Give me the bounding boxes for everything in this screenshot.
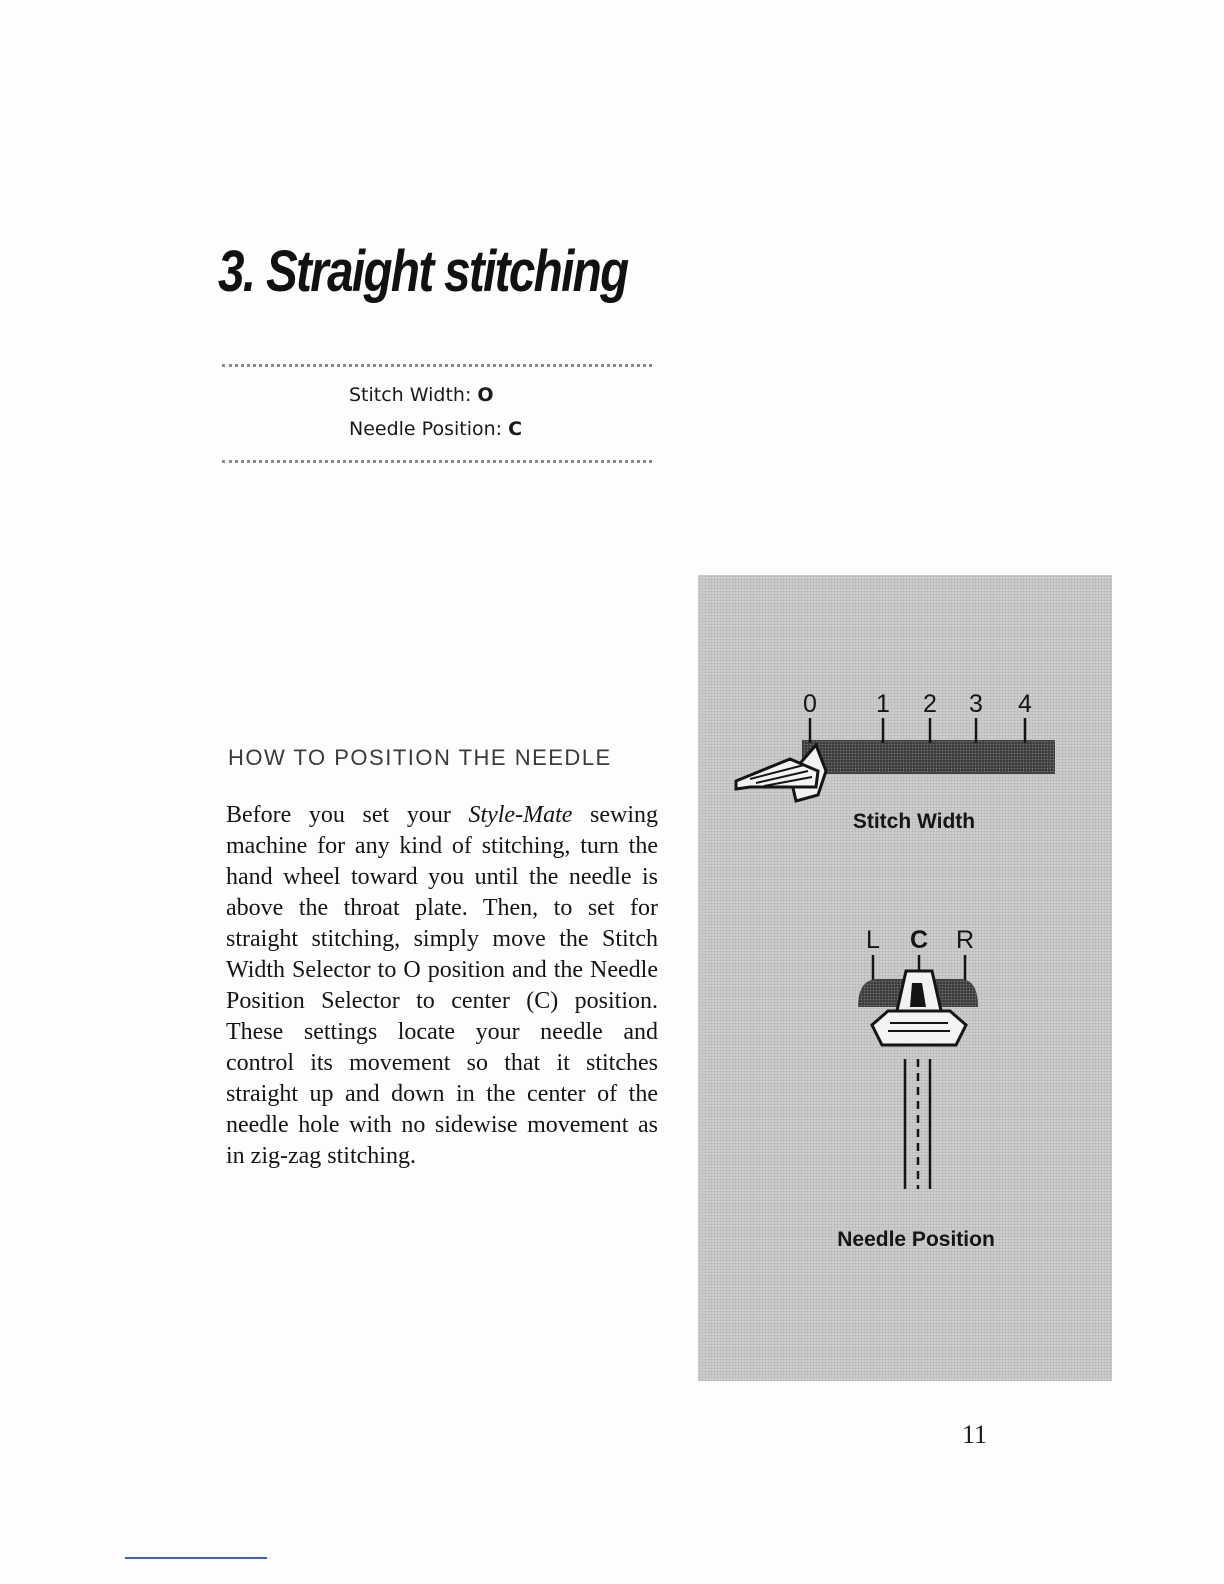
stitch-width-label: Stitch Width: — [349, 384, 472, 406]
stitch-width-lever-icon — [736, 745, 826, 801]
position-label-c: C — [909, 926, 929, 954]
width-label-1: 1 — [876, 690, 890, 718]
bottom-divider — [222, 460, 652, 463]
page-number: 11 — [962, 1420, 988, 1449]
position-label-r: R — [955, 926, 975, 954]
stitch-width-value: O — [477, 384, 494, 406]
width-label-3: 3 — [969, 690, 983, 718]
selector-illustration — [698, 575, 1112, 1381]
straight-stitch-line — [905, 1059, 930, 1189]
selector-diagram — [698, 575, 1112, 1381]
body-text-before: Before you set your — [226, 802, 469, 828]
position-label-l: L — [866, 926, 880, 954]
body-text-after: sewing machine for any kind of stitching, turn the hand wheel toward you until the needle is above the throat plate. Then, to set for straight stitching, simply move the Stitch Width Selector to O position and the Needle Position Selector to center (C) position. These settings locate your needle and control its movement so that it stitches straight up and down in the center of the needle hole with no sidewise movement as in zig-zag stitching. — [226, 802, 659, 1169]
needle-position-label: Needle Position: — [349, 418, 503, 440]
needle-position-caption: Needle Position — [837, 1228, 995, 1251]
section-heading: HOW TO POSITION THE NEEDLE — [228, 745, 612, 770]
width-label-0: 0 — [803, 690, 817, 718]
needle-position-setting — [349, 418, 522, 440]
stitch-width-setting — [349, 384, 494, 406]
stitch-width-track — [802, 740, 1055, 774]
stitch-width-ticks — [810, 718, 1025, 743]
width-label-2: 2 — [923, 690, 937, 718]
body-paragraph — [226, 800, 658, 1172]
needle-position-value: C — [508, 418, 523, 440]
width-label-4: 4 — [1018, 690, 1032, 718]
brand-name: Style-Mate — [468, 802, 573, 828]
footer-link-underline — [125, 1557, 267, 1559]
top-divider — [222, 364, 652, 367]
page-title: 3. Straight stitching — [218, 239, 628, 304]
stitch-width-caption: Stitch Width — [852, 810, 976, 833]
